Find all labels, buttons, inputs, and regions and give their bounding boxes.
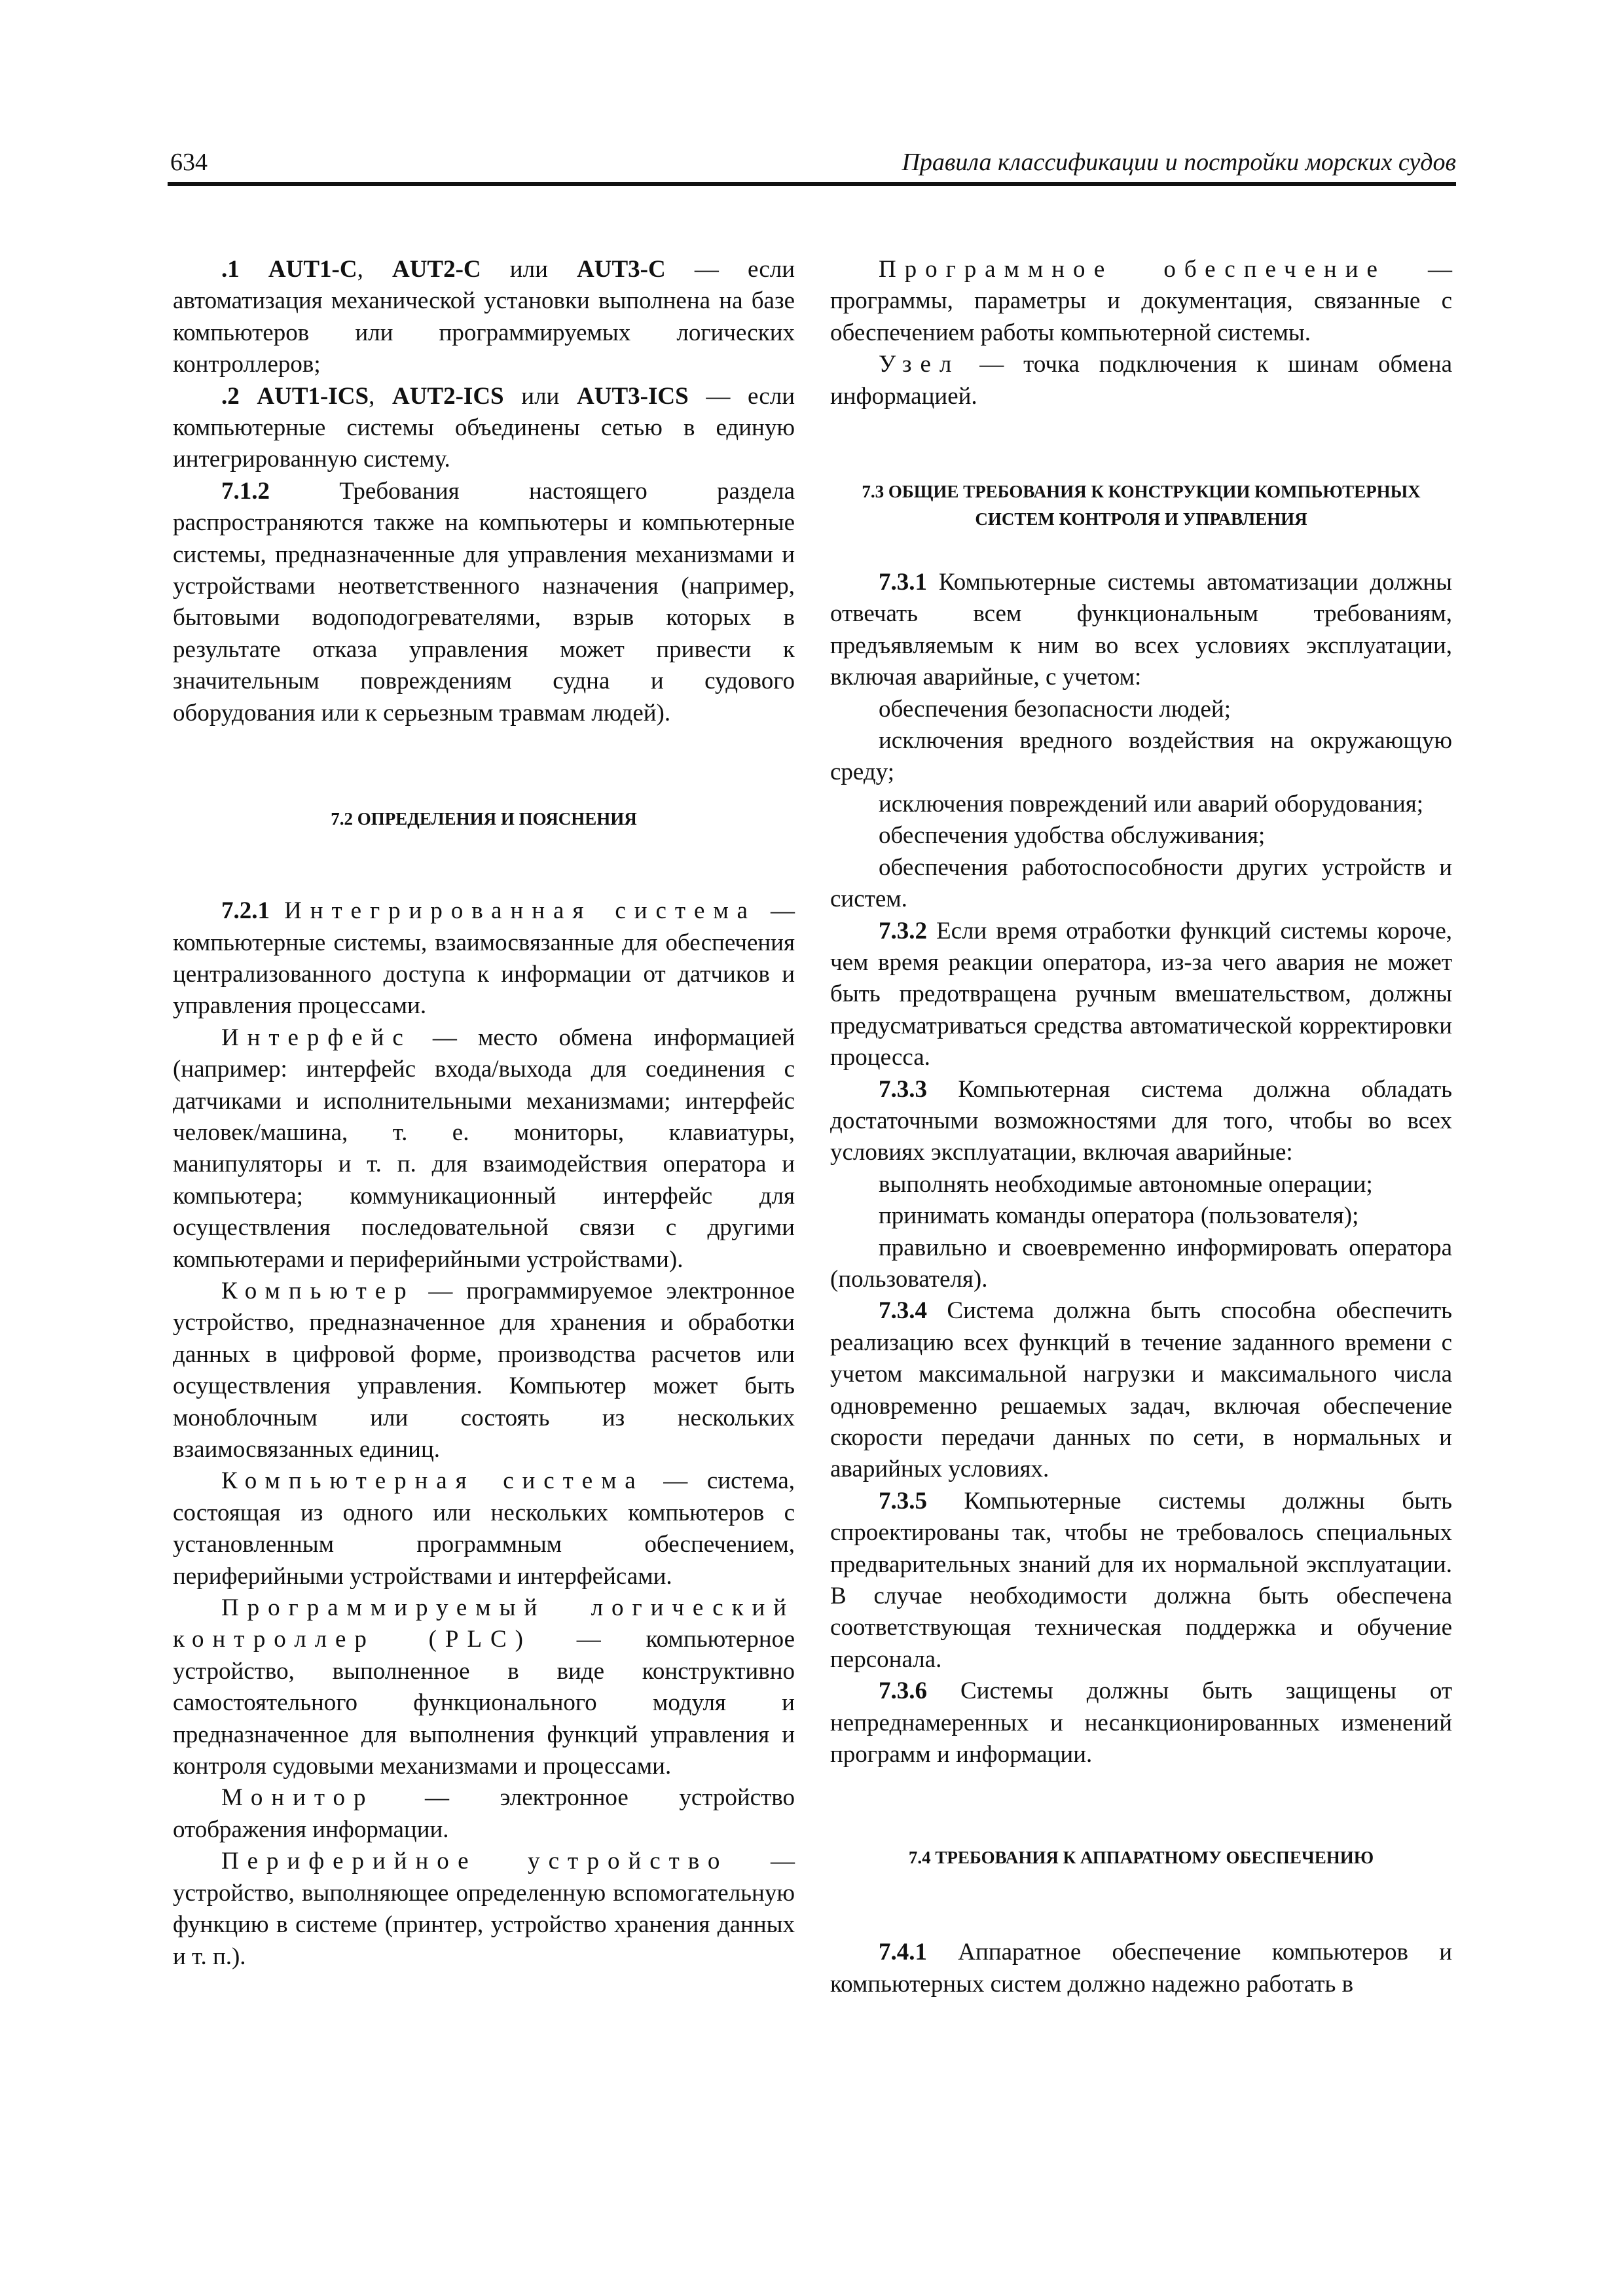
definition-term: Компьютер <box>221 1277 415 1304</box>
list-item: обеспечения работоспособности других устройств и систем. <box>830 853 1452 913</box>
list-item: обеспечения удобства обслуживания; <box>879 822 1266 850</box>
definition-term: Монитор <box>221 1784 374 1812</box>
class-notation: AUT2-ICS <box>392 382 504 410</box>
class-notation: AUT2-C <box>392 256 481 283</box>
list-item: обеспечения безопасности людей; <box>879 695 1231 723</box>
clause-text: Компьютерные системы автоматизации должны отвечать всем функциональным требованиям, предъявляемым к ним во всех условиях эксплуатации, включая аварийные, с учетом: <box>830 569 1452 691</box>
separator: или <box>481 256 577 283</box>
clause-number: 7.3.4 <box>879 1297 927 1325</box>
paragraph-7-4-1 <box>830 1937 1452 2000</box>
paragraph-7-3-3 <box>830 1074 1452 1169</box>
definition-computer <box>173 1276 795 1465</box>
definition-text: — программируемое электронное устройство, предназначенное для хранения и обработки данных в цифровой форме, производства расчетов или осуществления управления. Компьютер может быть моноблочным или состоять из нескольких взаимосвязанных единиц. <box>173 1277 795 1463</box>
page-header <box>168 145 1456 186</box>
definition-text: — устройство, выполняющее определенную вспомогательную функцию в системе (принтер, устройство хранения данных и т. п.). <box>173 1848 795 1970</box>
separator: или <box>503 382 577 410</box>
list-item-2 <box>173 381 795 476</box>
definition-peripheral <box>173 1846 795 1973</box>
definition-text: — место обмена информацией (например: интерфейс входа/выхода для соединения с датчиками и исполнительными механизмами; интерфейс человек/машина, т. е. мониторы, клавиатуры, манипуляторы и т. п. для взаимодействия оператора и компьютера; коммуникационный интерфейс для осуществления последовательной связи с другими компьютерами и периферийными устройствами). <box>173 1024 795 1273</box>
definition-term: Программное обеспечение <box>879 256 1386 283</box>
definition-term: Интегрированная система <box>284 897 756 925</box>
clause-text: Система должна быть способна обеспечить реализацию всех функций в течение заданного времени с учетом максимальной нагрузки и максимального числа одновременно решаемых задач, включая обеспечение скорости передачи данных по сети, в нормальных и аварийных условиях. <box>830 1297 1452 1483</box>
item-number: .2 <box>221 382 240 410</box>
item-text: — если компьютерные системы объединены сетью в единую интегрированную систему. <box>173 382 795 473</box>
clause-number: 7.3.3 <box>879 1075 927 1103</box>
clause-number: 7.3.1 <box>879 569 927 596</box>
definition-text: — точка подключения к шинам обмена информацией. <box>830 351 1452 410</box>
paragraph-7-1-2 <box>173 476 795 729</box>
right-column <box>830 254 1452 2000</box>
page-number: 634 <box>170 149 208 176</box>
list-item-1 <box>173 254 795 381</box>
clause-text: Если время отработки функций системы короче, чем время реакции оператора, из-за чего авария не может быть предотвращена ручным вмешательством, должны предусматриваться средства автоматической корректировки процесса. <box>830 917 1452 1071</box>
definition-term: Компьютерная система <box>221 1467 644 1495</box>
clause-number: 7.4.1 <box>879 1939 927 1966</box>
list-item: исключения повреждений или аварий оборудования; <box>879 790 1424 817</box>
item-text: — если автоматизация механической установки выполнена на базе компьютеров или программируемых логических контроллеров; <box>173 256 795 378</box>
definition-text: — система, состоящая из одного или нескольких компьютеров с установленным программным обеспечением, периферийными устройствами и интерфейсами. <box>173 1467 795 1590</box>
class-notation: AUT1-C <box>268 256 357 283</box>
list-item: выполнять необходимые автономные операции; <box>879 1170 1373 1198</box>
definition-text: — программы, параметры и документация, связанные с обеспечением работы компьютерной системы. <box>830 256 1452 346</box>
definition-software <box>830 254 1452 349</box>
list-item: исключения вредного воздействия на окружающую среду; <box>830 727 1452 786</box>
definition-term: Узел <box>879 351 960 378</box>
clause-number: 7.3.2 <box>879 917 927 944</box>
running-title: Правила классификации и постройки морских судов <box>902 149 1456 176</box>
section-heading-7-4: 7.4 ТРЕБОВАНИЯ К АППАРАТНОМУ ОБЕСПЕЧЕНИЮ <box>908 1848 1374 1868</box>
class-notation: AUT1-ICS <box>257 382 369 410</box>
section-heading-7-2: 7.2 ОПРЕДЕЛЕНИЯ И ПОЯСНЕНИЯ <box>331 809 637 829</box>
paragraph-7-3-4 <box>830 1295 1452 1485</box>
list-item: принимать команды оператора (пользователя); <box>879 1202 1359 1230</box>
clause-text: Компьютерная система должна обладать достаточными возможностями для того, чтобы во всех условиях эксплуатации, включая аварийные: <box>830 1075 1452 1166</box>
definition-plc <box>173 1592 795 1782</box>
left-column <box>173 254 795 1973</box>
section-heading-7-3: 7.3 ОБЩИЕ ТРЕБОВАНИЯ К КОНСТРУКЦИИ КОМПЬЮТЕРНЫХ СИСТЕМ КОНТРОЛЯ И УПРАВЛЕНИЯ <box>862 482 1421 529</box>
definition-node <box>830 349 1452 412</box>
clause-text: Аппаратное обеспечение компьютеров и компьютерных систем должно надежно работать в <box>830 1939 1452 1998</box>
clause-number: 7.3.6 <box>879 1677 927 1705</box>
class-notation: AUT3-C <box>577 256 666 283</box>
clause-text: Требования настоящего раздела распространяются также на компьютеры и компьютерные системы, предназначенные для управления механизмами и устройствами неответственного назначения (например, бытовыми водоподогревателями, взрыв которых в результате отказа управления может привести к значительным повреждениям судна и судового оборудования или к серьезным травмам людей). <box>173 477 795 726</box>
definition-term: Периферийное устройство <box>221 1848 729 1875</box>
definition-computer-system <box>173 1465 795 1592</box>
definition-integrated-system <box>173 895 795 1022</box>
definition-interface <box>173 1022 795 1276</box>
item-number: .1 <box>221 256 240 283</box>
paragraph-7-3-1 <box>830 567 1452 694</box>
list-item: правильно и своевременно информировать оператора (пользователя). <box>830 1234 1452 1293</box>
separator: , <box>369 382 392 410</box>
paragraph-7-3-6 <box>830 1676 1452 1770</box>
clause-number: 7.1.2 <box>221 477 270 505</box>
definition-term: Интерфейс <box>221 1024 412 1051</box>
definition-text: — электронное устройство отображения информации. <box>173 1784 795 1843</box>
paragraph-7-3-2 <box>830 916 1452 1074</box>
clause-text: Системы должны быть защищены от непреднамеренных и несанкционированных изменений программ и информации. <box>830 1677 1452 1768</box>
separator: , <box>357 256 392 283</box>
definition-text: — компьютерное устройство, выполненное в виде конструктивно самостоятельного функционального модуля и предназначенное для выполнения функций управления и контроля судовыми механизмами и процессами. <box>173 1626 795 1780</box>
class-notation: AUT3-ICS <box>577 382 689 410</box>
clause-number: 7.3.5 <box>879 1487 927 1515</box>
clause-text: Компьютерные системы должны быть спроектированы так, чтобы не требовалось специальных предварительных знаний для их нормальной эксплуатации. В случае необходимости должна быть обеспечена соответствующая техническая поддержка и обучение персонала. <box>830 1487 1452 1673</box>
definition-term: Программируемый логический контроллер (PLC) <box>173 1594 795 1653</box>
definition-monitor <box>173 1782 795 1846</box>
paragraph-7-3-5 <box>830 1486 1452 1676</box>
clause-number: 7.2.1 <box>221 897 270 925</box>
definition-text: — компьютерные системы, взаимосвязанные для обеспечения централизованного доступа к информации от датчиков и управления процессами. <box>173 897 795 1020</box>
